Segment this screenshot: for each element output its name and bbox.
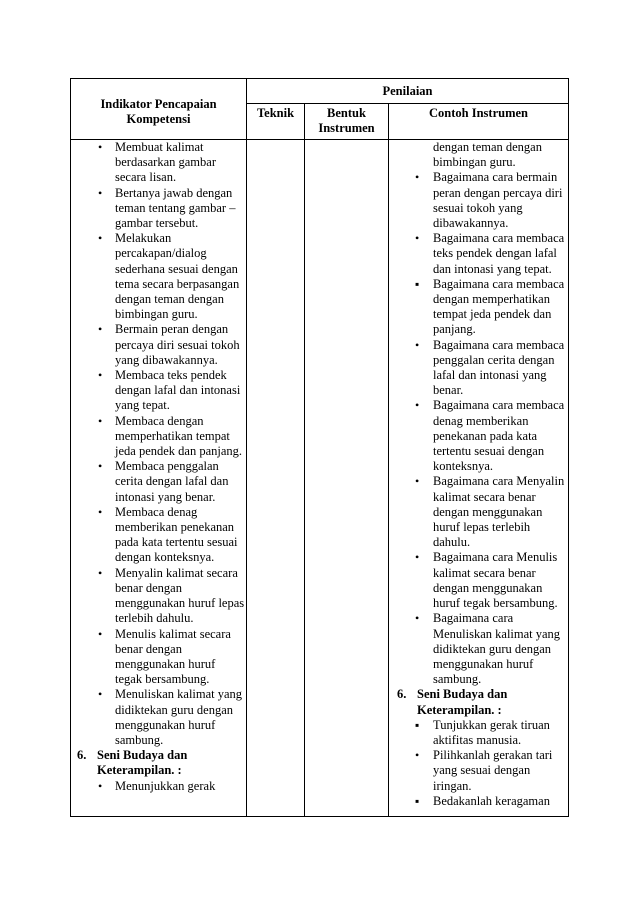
bullet-icon: • xyxy=(98,413,103,428)
bullet-icon: • xyxy=(98,185,103,200)
list-item xyxy=(71,627,246,688)
bullet-icon: • xyxy=(98,565,103,580)
contoh-section-heading xyxy=(389,687,568,717)
bullet-icon: • xyxy=(98,459,103,474)
list-item xyxy=(389,718,568,748)
bentuk-instrumen-cell xyxy=(305,140,389,817)
list-item-text: Pilihkanlah gerakan tari yang sesuai dengan iringan. xyxy=(433,748,553,793)
bullet-icon: • xyxy=(98,687,103,702)
list-item xyxy=(389,231,568,277)
bullet-icon: • xyxy=(415,748,420,763)
list-item-text: Menunjukkan gerak xyxy=(115,778,216,793)
list-item-text: Menuliskan kalimat yang didiktekan guru dengan menggunakan huruf sambung. xyxy=(115,687,243,747)
list-item-text: Menulis kalimat secara benar dengan menggunakan huruf tegak bersambung. xyxy=(115,626,231,687)
bullet-icon: • xyxy=(415,550,420,565)
list-item-text: Bagaimana cara membaca teks pendek dengan lafal dan intonasi yang tepat. xyxy=(433,231,565,276)
bullet-icon: ▪ xyxy=(415,276,420,291)
contoh-section-list xyxy=(389,718,568,809)
list-item-text: Membaca denag memberikan penekanan pada kata tertentu sesuai dengan konteksnya. xyxy=(115,504,238,565)
list-item xyxy=(389,748,568,794)
list-item xyxy=(71,186,246,232)
bullet-icon: • xyxy=(98,368,103,383)
list-item-text: Bagaimana cara membaca denag memberikan penekanan pada kata tertentu sesuai dengan konteksnya. xyxy=(433,398,565,474)
bullet-icon: • xyxy=(98,231,103,246)
list-item-text: Melakukan percakapan/dialog sederhana sesuai dengan tema secara berpasangan dengan teman dengan bimbingan guru. xyxy=(115,231,240,322)
bullet-icon: • xyxy=(415,337,420,352)
bullet-icon: • xyxy=(415,398,420,413)
bullet-icon: • xyxy=(415,231,420,246)
list-item xyxy=(389,338,568,399)
list-item-text: Bagaimana cara Menulis kalimat secara benar dengan menggunakan huruf tegak bersambung. xyxy=(433,550,558,611)
contoh-list xyxy=(389,170,568,687)
bullet-icon: • xyxy=(415,170,420,185)
header-teknik: Teknik xyxy=(247,104,305,140)
bullet-icon: • xyxy=(98,778,103,793)
header-penilaian: Penilaian xyxy=(247,79,569,104)
indikator-section-heading xyxy=(71,748,246,778)
list-item-text: Tunjukkan gerak tiruan aktifitas manusia. xyxy=(433,717,550,747)
list-item xyxy=(389,611,568,687)
list-item-text: Bagaimana cara membaca dengan memperhatikan tempat jeda pendek dan panjang. xyxy=(433,276,565,337)
list-item-text: Bertanya jawab dengan teman tentang gambar – gambar tersebut. xyxy=(115,185,236,231)
list-item-text: Bagaimana cara membaca penggalan cerita dengan lafal dan intonasi yang benar. xyxy=(433,337,565,398)
list-item xyxy=(71,231,246,322)
list-item-text: Bedakanlah keragaman xyxy=(433,793,550,808)
list-item xyxy=(71,566,246,627)
indikator-list xyxy=(71,140,246,748)
continuation-text: dengan teman dengan bimbingan guru. xyxy=(433,140,542,170)
list-item-text: Menyalin kalimat secara benar dengan menggunakan huruf lepas terlebih dahulu. xyxy=(115,565,245,626)
header-indikator: Indikator Pencapaian Kompetensi xyxy=(71,79,247,140)
bullet-icon: • xyxy=(98,626,103,641)
bullet-icon: ▪ xyxy=(415,793,420,808)
list-item-text: Bermain peran dengan percaya diri sesuai tokoh yang dibawakannya. xyxy=(115,322,240,367)
list-item-text: Membuat kalimat berdasarkan gambar secara lisan. xyxy=(115,140,216,185)
list-item xyxy=(389,474,568,550)
bullet-icon: ▪ xyxy=(415,717,420,732)
list-item-text: Bagaimana cara Menuliskan kalimat yang didiktekan guru dengan menggunakan huruf sambung. xyxy=(433,611,561,687)
list-item xyxy=(71,505,246,566)
header-bentuk-instrumen: Bentuk Instrumen xyxy=(305,104,389,140)
list-item-text: Membaca dengan memperhatikan tempat jeda pendek dan panjang. xyxy=(115,413,243,459)
list-item xyxy=(389,550,568,611)
section-number: 6. xyxy=(397,687,407,702)
list-item xyxy=(71,368,246,414)
contoh-instrumen-cell xyxy=(389,140,569,817)
list-item xyxy=(71,779,246,794)
list-item xyxy=(71,322,246,368)
list-item xyxy=(71,140,246,186)
list-item xyxy=(71,414,246,460)
list-item-text: Membaca teks pendek dengan lafal dan intonasi yang tepat. xyxy=(115,368,241,413)
list-item xyxy=(389,170,568,231)
list-item-text: Membaca penggalan cerita dengan lafal dan intonasi yang benar. xyxy=(115,459,229,504)
section-number: 6. xyxy=(77,748,87,763)
section-title: Seni Budaya dan Keterampilan. : xyxy=(97,748,188,778)
list-item-text: Bagaimana cara Menyalin kalimat secara benar dengan menggunakan huruf lepas terlebih dahulu. xyxy=(433,474,565,550)
list-item xyxy=(71,459,246,505)
section-title: Seni Budaya dan Keterampilan. : xyxy=(417,687,508,717)
bullet-icon: • xyxy=(415,611,420,626)
list-item xyxy=(389,794,568,809)
list-item xyxy=(389,398,568,474)
indikator-section-list xyxy=(71,779,246,794)
bullet-icon: • xyxy=(98,140,103,154)
bullet-icon: • xyxy=(415,474,420,489)
indikator-cell xyxy=(71,140,247,817)
bullet-icon: • xyxy=(98,504,103,519)
list-item-text: Bagaimana cara bermain peran dengan percaya diri sesuai tokoh yang dibawakannya. xyxy=(433,170,563,231)
list-item xyxy=(389,277,568,338)
assessment-table xyxy=(70,78,569,817)
list-item xyxy=(71,687,246,748)
bullet-icon: • xyxy=(98,322,103,337)
header-contoh-instrumen: Contoh Instrumen xyxy=(389,104,569,140)
teknik-cell xyxy=(247,140,305,817)
